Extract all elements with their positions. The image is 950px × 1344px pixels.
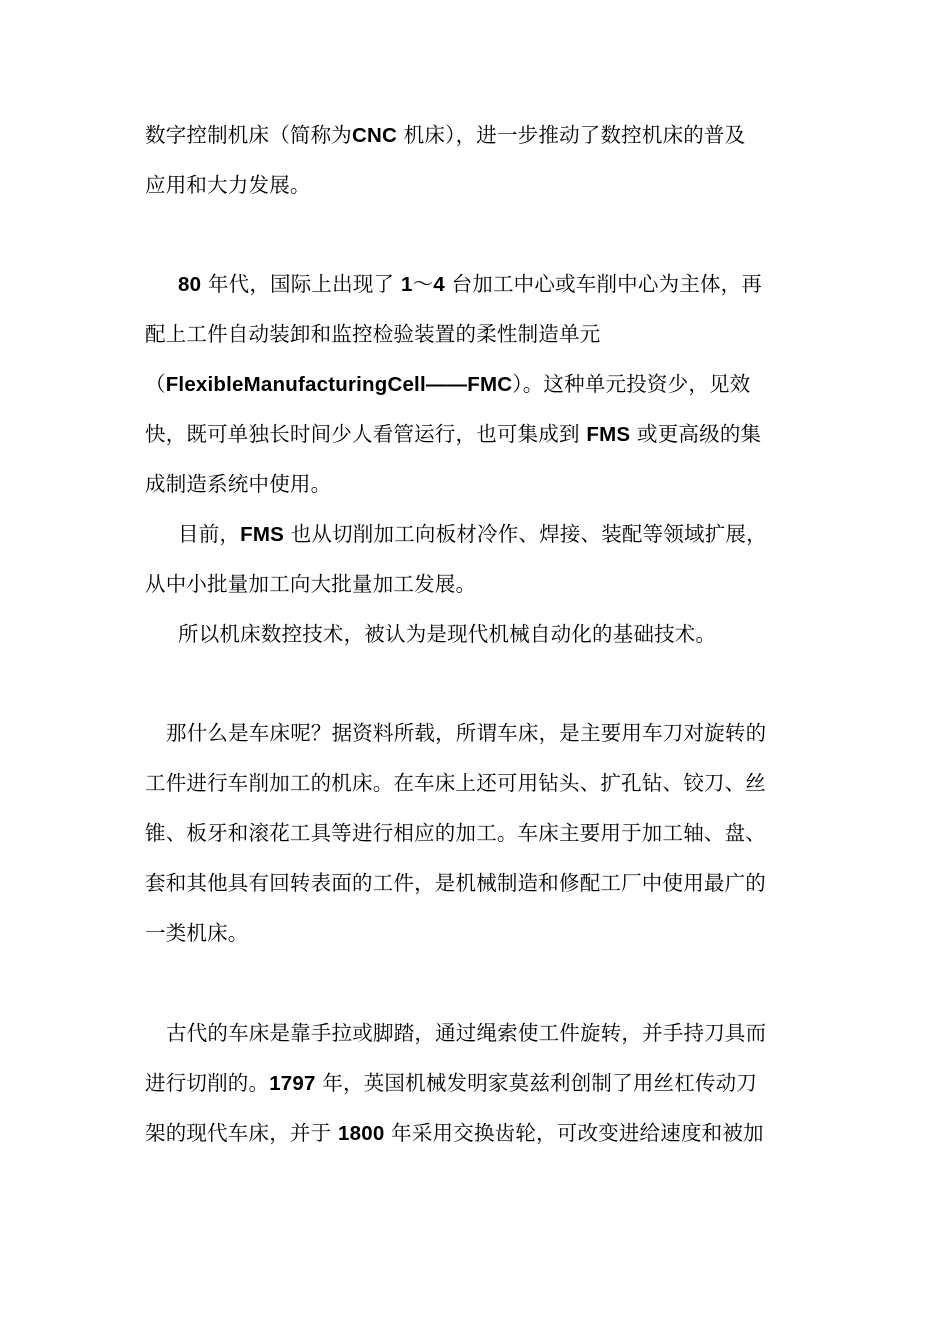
text-run: 年采用交换齿轮，可改变进给速度和被加 bbox=[384, 1121, 764, 1145]
text-run: 进行切削的。 bbox=[145, 1071, 270, 1095]
paragraph-line bbox=[145, 121, 745, 150]
text-run: 从中小批量加工向大批量加工发展。 bbox=[145, 572, 477, 596]
paragraph-line bbox=[178, 520, 767, 549]
text-run: 台加工中心或车削中心为主体，再 bbox=[444, 272, 763, 296]
text-run: 目前， bbox=[178, 522, 241, 546]
text-run: 工件进行车削加工的机床。在车床上还可用钻头、扩孔钻、铰刀、丝 bbox=[145, 771, 766, 795]
text-run: 所以机床数控技术，被认为是现代机械自动化的基础技术。 bbox=[178, 622, 717, 646]
text-run: ～ bbox=[412, 272, 434, 296]
text-run: 锥、板牙和滚花工具等进行相应的加工。车床主要用于加工轴、盘、 bbox=[145, 821, 766, 845]
text-run: 那什么是车床呢？据资料所载，所谓车床，是主要用车刀对旋转的 bbox=[166, 721, 767, 745]
paragraph-line bbox=[145, 769, 766, 797]
text-run: 年，英国机械发明家莫兹利创制了用丝杠传动刀 bbox=[315, 1071, 758, 1095]
text-run: 架的现代车床，并于 bbox=[145, 1121, 339, 1145]
text-run: 配上工件自动装卸和监控检验装置的柔性制造单元 bbox=[145, 322, 601, 346]
bold-term: FlexibleManufacturingCell——FMC bbox=[165, 373, 513, 396]
text-run: 年代，国际上出现了 bbox=[201, 272, 401, 296]
text-run: 一类机床。 bbox=[145, 921, 249, 945]
text-run: 也从切削加工向板材冷作、焊接、装配等领域扩展， bbox=[283, 522, 767, 546]
text-run: 成制造系统中使用。 bbox=[145, 472, 332, 496]
bold-term: 80 bbox=[178, 273, 202, 296]
paragraph-line bbox=[145, 869, 766, 897]
bold-term: 4 bbox=[433, 273, 445, 296]
paragraph-line bbox=[145, 819, 766, 847]
paragraph-line bbox=[178, 270, 762, 299]
paragraph-line bbox=[145, 570, 476, 598]
paragraph-line bbox=[178, 620, 716, 648]
bold-term: FMS bbox=[586, 423, 631, 446]
paragraph-line bbox=[145, 420, 761, 449]
bold-term: 1 bbox=[400, 273, 413, 296]
text-run: （ bbox=[145, 372, 166, 396]
paragraph-line bbox=[145, 1069, 757, 1098]
text-run: 古代的车床是靠手拉或脚踏，通过绳索使工件旋转，并手持刀具而 bbox=[166, 1021, 767, 1045]
text-run: 或更高级的集 bbox=[630, 422, 762, 446]
text-run: 应用和大力发展。 bbox=[145, 173, 311, 197]
paragraph-line bbox=[166, 719, 766, 747]
paragraph-line bbox=[145, 1119, 764, 1148]
text-run: 快，既可单独长时间少人看管运行，也可集成到 bbox=[145, 422, 587, 446]
text-run: 套和其他具有回转表面的工件，是机械制造和修配工厂中使用最广的 bbox=[145, 871, 766, 895]
paragraph-line bbox=[145, 370, 750, 399]
paragraph-line bbox=[145, 171, 311, 199]
text-run: ）。这种单元投资少，见效 bbox=[512, 372, 751, 396]
bold-term: 1797 bbox=[269, 1072, 316, 1095]
bold-term: 1800 bbox=[338, 1122, 385, 1145]
bold-term: CNC bbox=[352, 124, 398, 147]
bold-term: FMS bbox=[240, 523, 284, 546]
paragraph-line bbox=[166, 1019, 766, 1047]
text-run: 数字控制机床（简称为 bbox=[145, 123, 352, 147]
text-run: 机床），进一步推动了数控机床的普及 bbox=[397, 123, 746, 147]
paragraph-line bbox=[145, 470, 331, 498]
paragraph-line bbox=[145, 919, 249, 947]
paragraph-line bbox=[145, 320, 600, 348]
